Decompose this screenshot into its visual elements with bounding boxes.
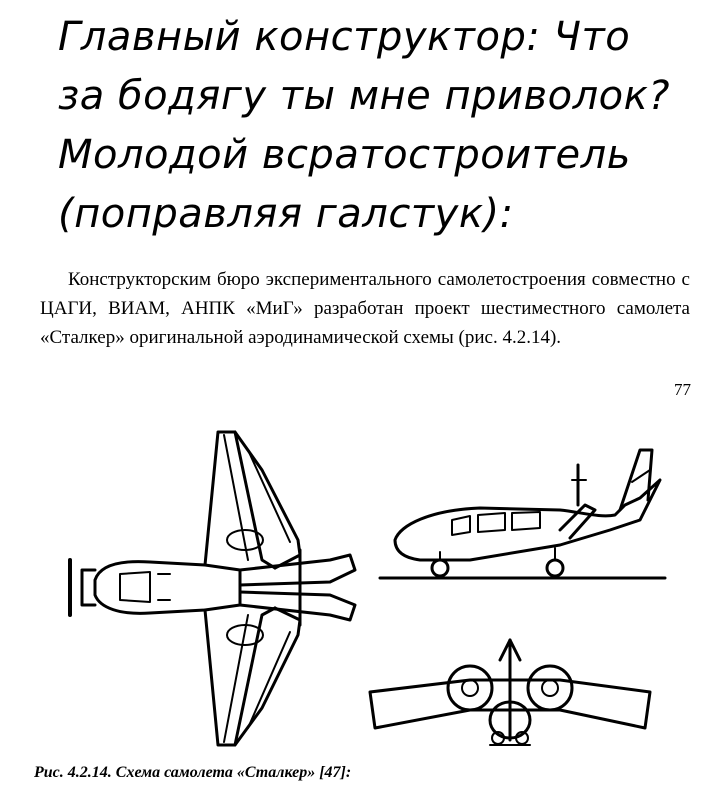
heading-line-1: Главный конструктор: Что bbox=[58, 14, 631, 60]
side-view-drawing bbox=[380, 450, 665, 578]
top-view-drawing bbox=[70, 432, 355, 745]
dialogue-heading bbox=[58, 8, 698, 244]
figure-caption: Рис. 4.2.14. Схема самолета «Сталкер» [47]: bbox=[34, 764, 352, 781]
heading-line-3: Молодой всратостроитель bbox=[58, 132, 631, 178]
page-number: 77 bbox=[674, 380, 691, 399]
heading-line-2: за бодягу ты мне приволок? bbox=[58, 73, 671, 119]
body-paragraph: Конструкторским бюро экспериментального самолетостроения совместно с ЦАГИ, ВИАМ, АНПК «МиГ» разработан проект шестиместного самолета «Сталкер» оригинальной аэродинамической схемы (рис. 4.2.14). bbox=[40, 269, 690, 348]
heading-line-4: (поправляя галстук): bbox=[58, 191, 514, 237]
front-view-drawing bbox=[370, 640, 650, 745]
aircraft-figure bbox=[0, 410, 719, 765]
